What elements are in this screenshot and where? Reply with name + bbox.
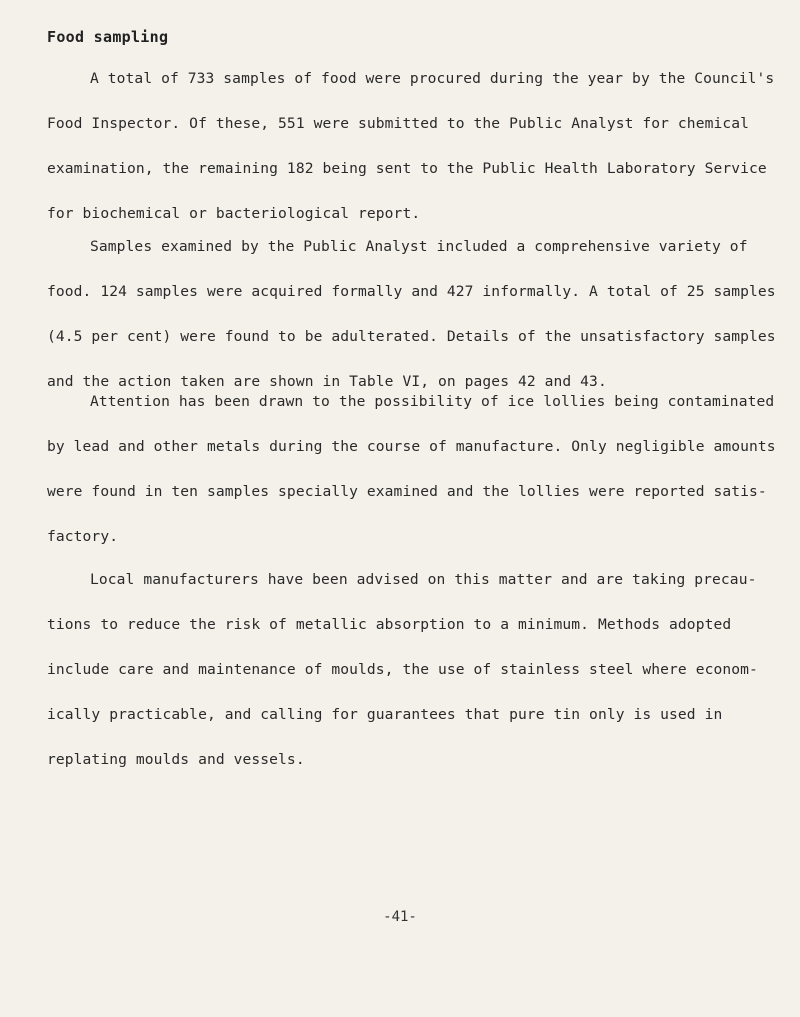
paragraph-food-samples-procured	[47, 56, 775, 236]
text-line: include care and maintenance of moulds, the use of stainless steel where econom-	[47, 661, 758, 678]
text-line: Attention has been drawn to the possibility of ice lollies being contaminated	[90, 393, 775, 410]
text-line: and the action taken are shown in Table VI, on pages 42 and 43.	[47, 373, 607, 390]
text-line: Local manufacturers have been advised on this matter and are taking precau-	[90, 571, 757, 588]
paragraph-ice-lollies	[47, 379, 776, 559]
text-line: factory.	[47, 528, 119, 545]
text-line: were found in ten samples specially examined and the lollies were reported satis-	[47, 483, 767, 500]
paragraph-local-manufacturers	[47, 557, 757, 782]
text-line: for biochemical or bacteriological report.	[47, 205, 421, 222]
text-line: A total of 733 samples of food were procured during the year by the Council's	[90, 70, 775, 87]
text-line: examination, the remaining 182 being sent to the Public Health Laboratory Service	[47, 160, 767, 177]
text-line: food. 124 samples were acquired formally and 427 informally. A total of 25 samples	[47, 283, 776, 300]
section-heading: Food sampling	[47, 28, 169, 46]
text-line: tions to reduce the risk of metallic absorption to a minimum. Methods adopted	[47, 616, 732, 633]
page-number: -41-	[383, 909, 417, 925]
paragraph-public-analyst-samples	[47, 224, 776, 404]
text-line: by lead and other metals during the course of manufacture. Only negligible amounts	[47, 438, 776, 455]
text-line: Food Inspector. Of these, 551 were submitted to the Public Analyst for chemical	[47, 115, 750, 132]
text-line: ically practicable, and calling for guarantees that pure tin only is used in	[47, 706, 723, 723]
text-line: Samples examined by the Public Analyst included a comprehensive variety of	[90, 238, 748, 255]
text-line: (4.5 per cent) were found to be adulterated. Details of the unsatisfactory samples	[47, 328, 776, 345]
text-line: replating moulds and vessels.	[47, 751, 305, 768]
